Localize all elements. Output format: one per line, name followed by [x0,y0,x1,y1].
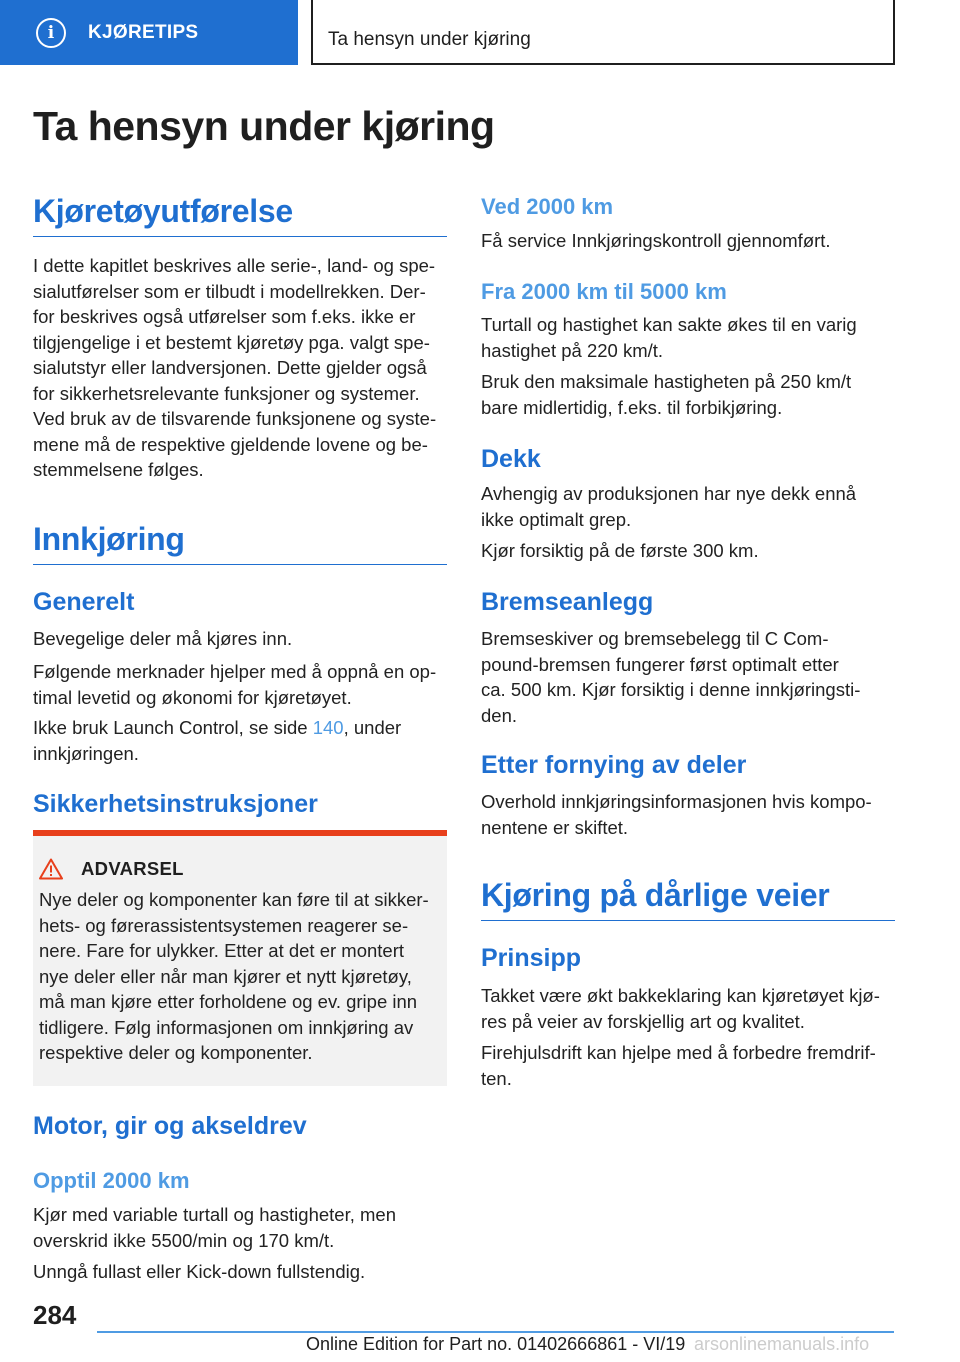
paragraph-etter-fornying [481,789,895,840]
warning-header [39,858,184,880]
text-line: sialutførelser som er tilbudt i modellrekken. Der- [33,280,426,302]
heading-kjoring-darlige-veier: Kjøring på dårlige veier [481,877,895,921]
text-line: Nye deler og komponenter kan føre til at sikker- [39,889,429,910]
text-line: pound-bremsen fungerer først optimalt etter [481,653,839,675]
section-tab [0,0,298,65]
text-line: Bremseskiver og bremsebelegg til C Com- [481,628,829,649]
text-line: den. [481,704,518,726]
text-line: timal levetid og økonomi for kjøretøyet. [33,686,352,708]
breadcrumb [311,0,895,65]
text-line: sialutstyr eller landversjonen. Dette gjelder også [33,357,427,378]
footer-edition: Online Edition for Part no. 01402666861 - VI/19 [306,1334,686,1354]
text-line: Avhengig av produksjonen har nye dekk ennå [481,483,857,504]
heading-generelt: Generelt [33,588,135,616]
text-line: I dette kapitlet beskrives alle serie-, land- og spe- [33,255,436,276]
warning-text [39,887,439,1066]
paragraph-generelt-3 [33,715,447,766]
text-line: Takket være økt bakkeklaring kan kjøretøyet kjø- [481,985,880,1006]
text-line: overskrid ikke 5500/min og 170 km/t. [33,1229,335,1251]
heading-bremseanlegg: Bremseanlegg [481,588,654,616]
text-line: bare midlertidig, f.eks. til forbikjøring. [481,396,783,418]
page-title: Ta hensyn under kjøring [33,103,495,149]
text-line: Turtall og hastighet kan sakte økes til en varig [481,314,857,335]
heading-innkjoring: Innkjøring [33,521,447,565]
page-number: 284 [33,1300,77,1330]
paragraph-opptil-1 [33,1202,447,1253]
text-line: Firehjulsdrift kan hjelpe med å forbedre fremdrif- [481,1042,876,1063]
footer-divider [97,1331,894,1333]
text-line: Følgende merknader hjelper med å oppnå en op- [33,661,437,682]
text-line: tilgjengelige i et bestemt kjøretøy pga. valgt spe- [33,331,430,353]
text-line: stemmelsene følges. [33,459,204,480]
paragraph-prinsipp-1 [481,983,895,1034]
text-line: må man kjøre etter forholdene og ev. gripe inn [39,991,418,1012]
text-line: ca. 500 km. Kjør forsiktig i denne innkjøringsti- [481,679,861,700]
paragraph-fra-2000-2 [481,369,895,420]
text-line: innkjøringen. [33,742,139,764]
warning-label: ADVARSEL [81,858,184,879]
text-line: Kjør med variable turtall og hastigheter, men [33,1204,396,1225]
paragraph-bremseanlegg [481,626,895,728]
paragraph-kjoretoyutforelse [33,253,447,483]
heading-motor: Motor, gir og akseldrev [33,1112,307,1140]
text-line [33,715,447,741]
text-line: mene må de respektive gjeldende lovene og be- [33,433,428,455]
heading-dekk: Dekk [481,445,541,473]
text-span: , under [343,717,402,738]
heading-sikkerhetsinstruksjoner: Sikkerhetsinstruksjoner [33,790,318,818]
text-line: Overhold innkjøringsinformasjonen hvis kompo- [481,791,872,812]
text-line: Bruk den maksimale hastigheten på 250 km/t [481,371,852,392]
paragraph-fra-2000-1 [481,312,895,363]
text-line: for beskrives også utførelser som f.eks. ikke er [33,306,416,327]
paragraph-ved-2000: Få service Innkjøringskontroll gjennomført. [481,230,831,251]
text-line: hastighet på 220 km/t. [481,339,664,361]
text-line: tidligere. Følg informasjonen om innkjøring av [39,1016,414,1038]
section-label: KJØRETIPS [88,21,199,43]
paragraph-dekk-2: Kjør forsiktig på de første 300 km. [481,540,759,561]
paragraph-generelt-2 [33,659,447,710]
text-line: nentene er skiftet. [481,816,629,838]
text-span: Ikke bruk Launch Control, se side [33,717,313,738]
watermark: arsonlinemanuals.info [694,1334,870,1354]
text-line: ten. [481,1067,512,1089]
text-line: Ved bruk av de tilsvarende funksjonene og syste- [33,408,437,429]
breadcrumb-text: Ta hensyn under kjøring [328,29,531,50]
page-link-140[interactable]: 140 [312,717,344,738]
text-line: respektive deler og komponenter. [39,1042,313,1063]
paragraph-prinsipp-2 [481,1040,895,1091]
info-icon: i [36,18,66,48]
text-line: res på veier av forskjellig art og kvalitet. [481,1010,805,1032]
text-line: nye deler eller når man kjører et nytt kjøretøy, [39,965,412,987]
text-line: nere. Fare for ulykker. Etter at det er montert [39,940,405,961]
text-line: for sikkerhetsrelevante funksjoner og systemer. [33,382,420,404]
heading-fra-2000: Fra 2000 km til 5000 km [481,279,727,304]
warning-triangle-icon [39,858,63,880]
heading-etter-fornying: Etter fornying av deler [481,751,747,779]
heading-prinsipp: Prinsipp [481,944,582,972]
paragraph-generelt-1: Bevegelige deler må kjøres inn. [33,628,293,649]
heading-kjoretoyutforelse: Kjøretøyutførelse [33,193,447,237]
text-line: ikke optimalt grep. [481,508,632,530]
text-line: hets- og førerassistentsystemen reagerer se- [39,914,409,936]
heading-opptil-2000: Opptil 2000 km [33,1168,190,1193]
heading-ved-2000: Ved 2000 km [481,194,614,219]
paragraph-opptil-2: Unngå fullast eller Kick-down fullstendig. [33,1261,366,1282]
paragraph-dekk-1 [481,481,895,532]
